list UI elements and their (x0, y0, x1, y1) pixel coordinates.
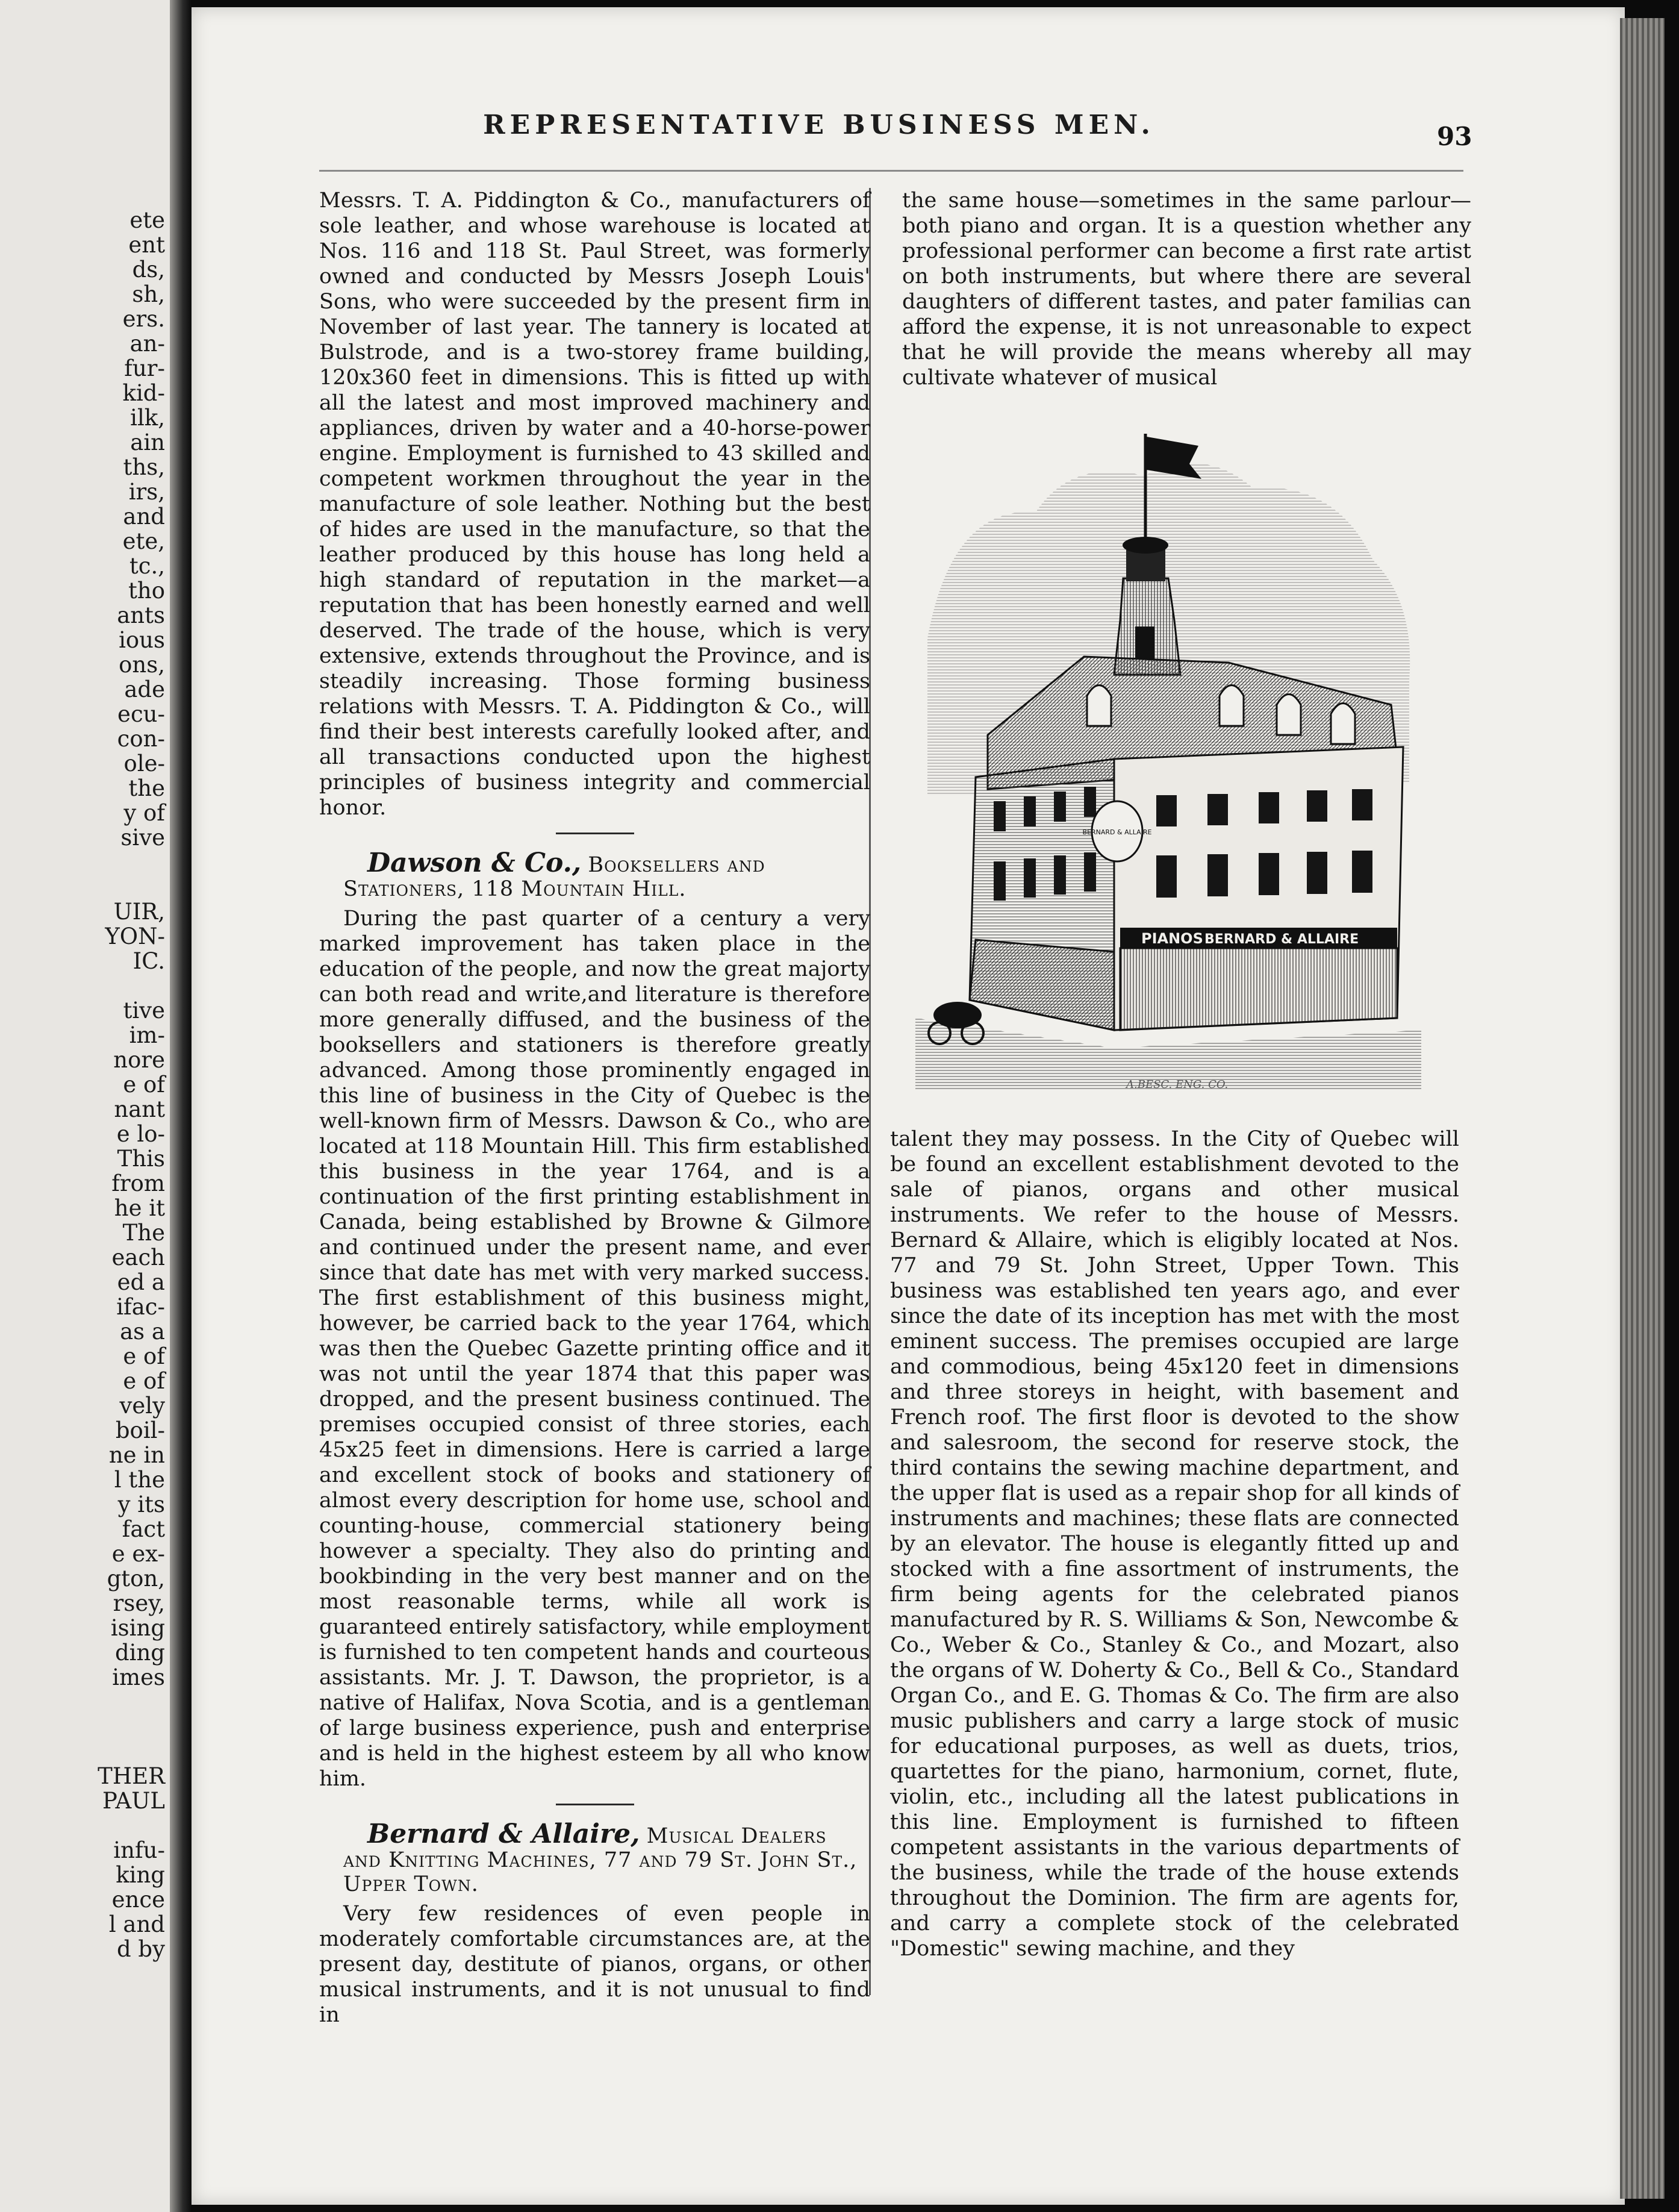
page-edges (1620, 18, 1665, 2199)
previous-page-line: tive (123, 998, 165, 1023)
bernard-firm-description: Musical Dealers and Knitting Machines, 77 and 79 St. John St., Upper Town. (343, 1824, 858, 1896)
previous-page-line: ding (114, 1640, 165, 1666)
previous-page-line: im- (129, 1022, 165, 1048)
previous-page-line: ds, (132, 257, 165, 283)
previous-page (0, 0, 181, 2212)
previous-page-line: This (117, 1146, 165, 1172)
previous-page-line: IC. (132, 948, 165, 974)
page-number: 93 (1437, 122, 1472, 151)
previous-page-line: ent (128, 232, 165, 258)
previous-page-line: and (123, 504, 165, 530)
previous-page-line: y its (117, 1492, 165, 1517)
previous-page-line: vely (119, 1393, 165, 1419)
previous-page-line: l and (108, 1911, 165, 1937)
previous-page-line: the (128, 775, 165, 801)
left-column (319, 188, 870, 2032)
previous-page-line: e of (123, 1368, 165, 1394)
previous-page-line: he it (114, 1195, 165, 1221)
previous-page-line: e ex- (111, 1541, 165, 1567)
bernard-article-body: talent they may possess. In the City of Quebec will be found an excellent establishment devoted to the sale of pianos, organs and other musical instruments. We refer to the house of Messrs. Bernard & Allaire, which is eligibly located at Nos. 77 and 79 St. John Street, Upper Town. This business was established ten years ago, and ever since the date of its inception has met with the most eminent success. The premises occupied are large and commodious, being 45x120 feet in dimensions and three storeys in height, with basement and French roof. The first floor is devoted to the show and salesroom, the second for reserve stock, the third contains the sewing machine department, and the upper flat is used as a repair shop for all kinds of instruments and machines; these flats are connected by an elevator. The house is elegantly fitted up and stocked with a fine assortment of instruments, the firm being agents for the celebrated pianos manufactured by R. S. Williams & Son, Newcombe & Co., Weber & Co., Stanley & Co., and Mozart, also the organs of W. Doherty & Co., Bell & Co., Standard Organ Co., and E. G. Thomas & Co. The firm are also music publishers and carry a large stock of music for educational purposes, as well as duets, trios, quartettes for the piano, harmonium, cornet, flute, violin, etc., including all the latest publications in this line. Employment is furnished to fifteen competent assistants in the various departments of the business, while the trade of the house extends throughout the Dominion. The firm are agents for, and carry a complete stock of the celebrated "Domestic" sewing machine, and they (890, 1127, 1459, 1961)
previous-page-line: PAUL (102, 1788, 165, 1814)
previous-page-line: THER (98, 1763, 165, 1789)
sign-firm-name: BERNARD & ALLAIRE (1204, 932, 1359, 947)
bernard-heading (319, 1819, 870, 1896)
corner-sign-text: BERNARD & ALLAIRE (1082, 828, 1152, 836)
dawson-article: During the past quarter of a century a very marked improvement has taken place in the education of the people, and now the great majorty can both read and write,and literature is therefore more generally diffused, and the business of the booksellers and stationers is therefore greatly advanced. Among those prominently engaged in this line of business in the City of Quebec is the well-known firm of Messrs. Dawson & Co., who are located at 118 Mountain Hill. This firm established this business in the year 1764, and is a continuation of the first printing establishment in Canada, being established by Browne & Gilmore and continued under the present name, and ever since that date has met with very marked success. The first establishment of this business might, however, be carried back to the year 1764, which was then the Quebec Gazette printing office and it was not until the year 1874 that this paper was dropped, and the present business continued. The premises occupied consist of three stories, each 45x25 feet in dimensions. Here is carried a large and excellent stock of books and stationery of almost every description for home use, school and counting-house, commercial stationery being however a specialty. They also do printing and bookbinding in the very best manner and on the most reasonable terms, while all work is guaranteed entirely satisfactory, while employment is furnished to ten competent hands and courteous assistants. Mr. J. T. Dawson, the proprietor, is a native of Halifax, Nova Scotia, and is a gentleman of large business experience, push and enterprise and is held in the highest esteem by all who know him. (319, 907, 870, 1791)
previous-page-line: ious (119, 627, 165, 653)
previous-page-line: con- (117, 726, 165, 752)
previous-page-line: l the (114, 1467, 165, 1493)
previous-page-line: UIR, (113, 899, 165, 925)
previous-page-line: ne in (108, 1442, 165, 1468)
previous-page-line: ete, (122, 528, 165, 554)
book-gutter (170, 0, 192, 2212)
bernard-firm-name: Bernard & Allaire, (367, 1819, 640, 1849)
article-separator (556, 1804, 634, 1805)
previous-page-line: an- (129, 331, 165, 357)
previous-page-text (0, 0, 170, 2212)
previous-page-line: sive (120, 825, 165, 851)
dawson-firm-name: Dawson & Co., (367, 848, 582, 878)
previous-page-line: ers. (122, 306, 165, 332)
previous-page-line: e of (123, 1072, 165, 1098)
article-separator (556, 833, 634, 834)
previous-page-line: tc., (129, 553, 165, 579)
previous-page-line: e lo- (116, 1121, 165, 1147)
engraver-credit: A.BESC. ENG. CO. (1126, 1078, 1229, 1091)
header-rule (319, 170, 1463, 172)
previous-page-line: boil- (115, 1417, 165, 1443)
building-engraving (915, 422, 1421, 1099)
previous-page-line: from (111, 1170, 165, 1196)
previous-page-line: as a (120, 1319, 165, 1345)
previous-page-line: imes (112, 1664, 165, 1690)
previous-page-line: YON- (105, 923, 165, 949)
previous-page-line: ence (111, 1887, 165, 1913)
storefront (1120, 948, 1397, 1030)
previous-page-line: sh, (132, 281, 165, 307)
previous-page-line: rsey, (113, 1590, 165, 1616)
previous-page-line: ants (117, 602, 165, 628)
previous-page-line: ecu- (117, 701, 165, 727)
previous-page-line: d by (116, 1936, 165, 1962)
sign-pianos: PIANOS (1141, 930, 1203, 947)
previous-page-line: king (116, 1862, 165, 1888)
previous-page-line: nant (114, 1096, 165, 1122)
previous-page-line: y of (123, 800, 165, 826)
right-column-top (902, 188, 1471, 395)
previous-page-line: ade (124, 676, 165, 702)
previous-page-line: ons, (119, 652, 165, 678)
previous-page-line: each (111, 1245, 165, 1270)
previous-page-line: ising (110, 1615, 165, 1641)
bernard-article-continued: the same house—sometimes in the same parlour—both piano and organ. It is a question whether any professional performer can become a first rate artist on both instruments, but where there are several daughters of different tastes, and pater familias can afford the expense, it is not unreasonable to expect that he will provide the means whereby all may cultivate whatever of musical (902, 189, 1471, 390)
previous-page-line: fact (122, 1516, 165, 1542)
previous-page-line: ifac- (116, 1294, 165, 1320)
bernard-article-intro: Very few residences of even people in moderately comfortable circumstances are, at the present day, destitute of pianos, organs, or other musical instruments, and it is not unusual to find in (319, 1902, 870, 2027)
previous-page-line: kid- (122, 380, 165, 406)
dawson-firm-description: Booksellers and Stationers, 118 Mountain Hill. (343, 853, 765, 901)
previous-page-line: fur- (124, 355, 165, 381)
previous-page-line: e of (123, 1343, 165, 1369)
previous-page-line: gton, (107, 1566, 165, 1592)
dawson-heading (319, 848, 870, 901)
previous-page-line: ilk, (130, 405, 165, 431)
previous-page-line: ete (129, 207, 165, 233)
previous-page-line: nore (113, 1047, 165, 1073)
previous-page-line: tho (128, 578, 165, 604)
running-head: REPRESENTATIVE BUSINESS MEN. (483, 110, 1155, 140)
previous-page-line: ths, (123, 454, 165, 480)
previous-page-line: infu- (113, 1837, 165, 1863)
previous-page-line: ain (130, 430, 165, 455)
previous-page-line: irs, (128, 479, 165, 505)
right-column-bottom (890, 1126, 1459, 1966)
previous-page-line: ed a (117, 1269, 165, 1295)
previous-page-line: The (122, 1220, 165, 1246)
previous-page-line: ole- (123, 751, 165, 776)
piddington-article: Messrs. T. A. Piddington & Co., manufacturers of sole leather, and whose warehouse is located at Nos. 116 and 118 St. Paul Street, was formerly owned and conducted by Messrs Joseph Louis' Sons, who were succeeded by the present firm in November of last year. The tannery is located at Bulstrode, and is a two-storey frame building, 120x360 feet in dimensions. This is fitted up with all the latest and most improved machinery and appliances, driven by water and a 40-horse-power engine. Employment is furnished to 43 skilled and competent workmen throughout the year in the manufacture of sole leather. Nothing but the best of hides are used in the manufacture, so that the leather produced by this house has long held a high standard of reputation in the market—a reputation that has been honestly earned and well deserved. The trade of the house, which is very extensive, extends throughout the Province, and is steadily increasing. Those forming business relations with Messrs. T. A. Piddington & Co., will find their best interests carefully looked after, and all transactions conducted upon the highest principles of business integrity and commercial honor. (319, 189, 870, 820)
